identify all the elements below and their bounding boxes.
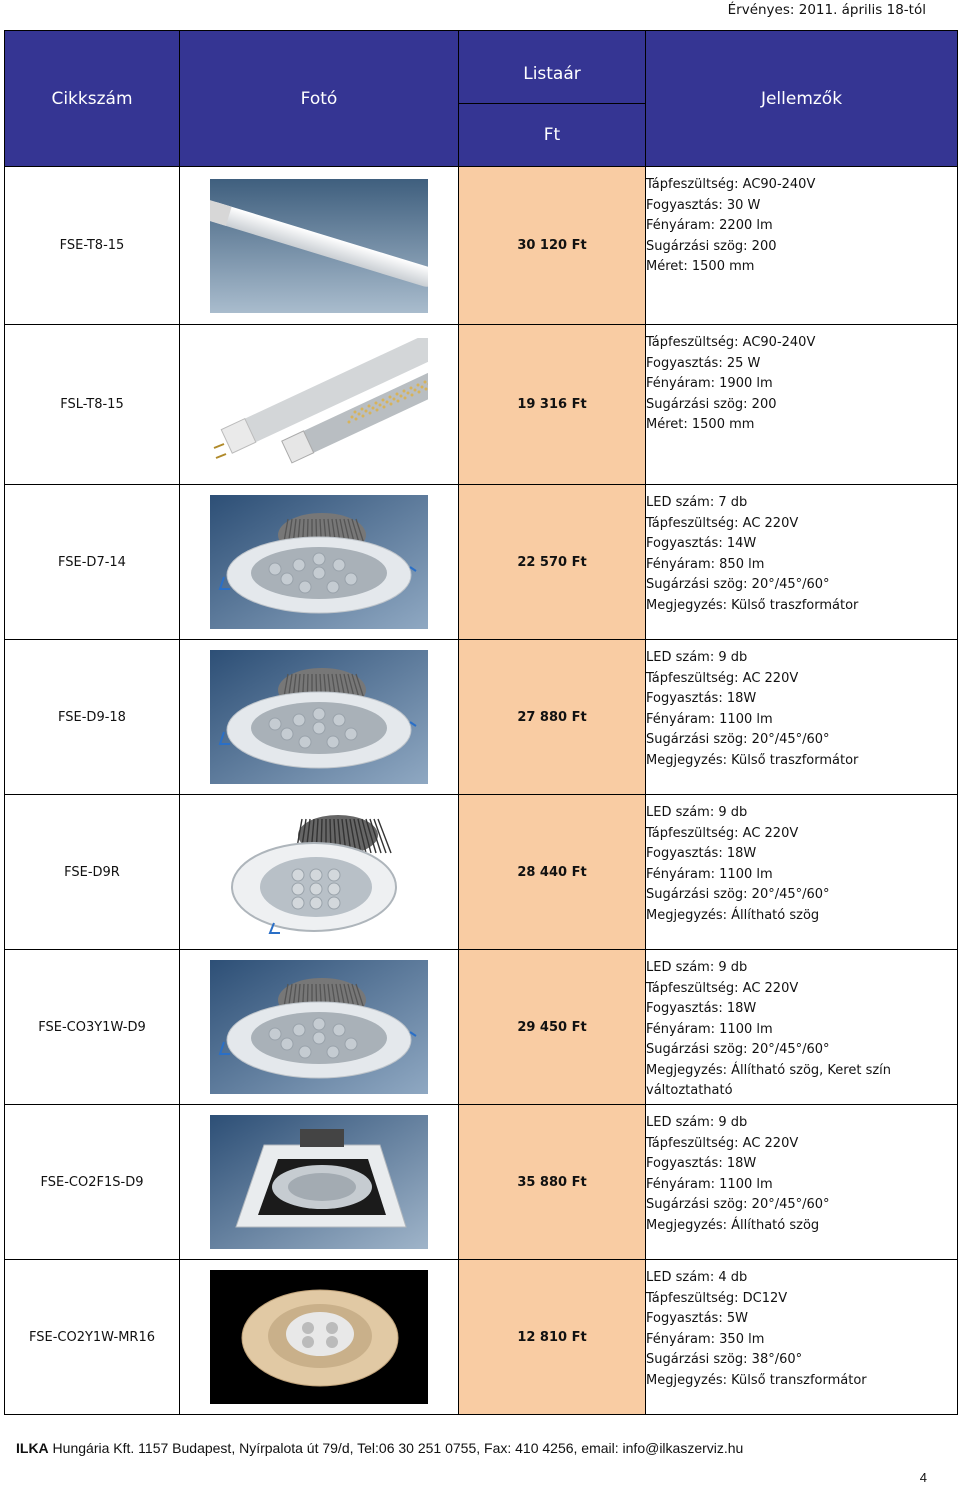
feature-line: Sugárzási szög: 38°/60° — [646, 1352, 803, 1367]
table-row — [5, 950, 958, 1105]
feature-line: Fogyasztás: 5W — [646, 1311, 748, 1326]
feature-line: Tápfeszültség: AC 220V — [646, 825, 799, 841]
product-price: 30 120 Ft — [459, 167, 646, 325]
feature-line: Sugárzási szög: 200 — [646, 238, 777, 254]
feature-line: Tápfeszültség: DC12V — [646, 1290, 788, 1306]
led-tube-clear-image — [210, 338, 428, 472]
product-code: FSE-D9R — [5, 795, 180, 950]
led-downlight-round-image — [210, 650, 428, 784]
product-code: FSE-CO3Y1W-D9 — [5, 950, 180, 1105]
product-code: FSE-CO2Y1W-MR16 — [5, 1260, 180, 1415]
product-features — [646, 167, 958, 325]
feature-line: Fogyasztás: 14W — [646, 536, 757, 551]
led-downlight-tilted-image — [210, 805, 428, 939]
led-tube-frosted-image — [210, 179, 428, 313]
header-photo: Fotó — [180, 31, 459, 167]
feature-line: Fényáram: 1100 lm — [646, 1021, 773, 1037]
footer-company — [16, 1440, 743, 1456]
product-photo-cell — [180, 1105, 459, 1260]
product-code: FSE-CO2F1S-D9 — [5, 1105, 180, 1260]
feature-line: Megjegyzés: Külső transzformátor — [646, 1372, 867, 1388]
product-code: FSL-T8-15 — [5, 325, 180, 485]
header-features: Jellemzők — [646, 31, 958, 167]
product-photo-cell — [180, 640, 459, 795]
feature-line: Megjegyzés: Külső traszformátor — [646, 597, 859, 613]
feature-line: Fogyasztás: 30 W — [646, 197, 761, 213]
validity-date: Érvényes: 2011. április 18-tól — [727, 2, 926, 18]
feature-line: LED szám: 7 db — [646, 495, 748, 510]
page-number: 4 — [919, 1470, 927, 1485]
feature-line: Sugárzási szög: 20°/45°/60° — [646, 1197, 830, 1212]
feature-line: Fogyasztás: 18W — [646, 1001, 757, 1016]
feature-line: Megjegyzés: Állítható szög — [646, 907, 820, 923]
feature-line: Megjegyzés: Állítható szög, Keret szín — [646, 1062, 892, 1078]
feature-line: Tápfeszültség: AC90-240V — [646, 335, 816, 350]
product-features — [646, 485, 958, 640]
feature-line: Méret: 1500 mm — [646, 417, 755, 432]
product-price: 28 440 Ft — [459, 795, 646, 950]
feature-line: LED szám: 9 db — [646, 650, 748, 665]
header-price-bottom: Ft — [459, 104, 646, 167]
product-code: FSE-D9-18 — [5, 640, 180, 795]
feature-line: Sugárzási szög: 20°/45°/60° — [646, 732, 830, 747]
product-features — [646, 325, 958, 485]
feature-line: Fogyasztás: 25 W — [646, 355, 761, 371]
product-photo-cell — [180, 950, 459, 1105]
product-code: FSE-D7-14 — [5, 485, 180, 640]
led-downlight-round-image — [210, 495, 428, 629]
product-price: 27 880 Ft — [459, 640, 646, 795]
product-features — [646, 1105, 958, 1260]
feature-line: LED szám: 9 db — [646, 805, 748, 820]
header-price-top: Listaár — [459, 31, 646, 104]
product-price: 29 450 Ft — [459, 950, 646, 1105]
table-row — [5, 485, 958, 640]
product-photo-cell — [180, 167, 459, 325]
product-features — [646, 640, 958, 795]
feature-line: Fényáram: 2200 lm — [646, 218, 773, 233]
price-list-table — [4, 30, 958, 1415]
feature-line: Méret: 1500 mm — [646, 259, 755, 274]
product-photo-cell — [180, 1260, 459, 1415]
product-price: 12 810 Ft — [459, 1260, 646, 1415]
feature-line: Fogyasztás: 18W — [646, 846, 757, 861]
led-downlight-square-image — [210, 1115, 428, 1249]
feature-line: Fogyasztás: 18W — [646, 691, 757, 706]
feature-line: Sugárzási szög: 200 — [646, 396, 777, 412]
table-row — [5, 795, 958, 950]
feature-line: Tápfeszültség: AC 220V — [646, 1135, 799, 1151]
feature-line: Fényáram: 1100 lm — [646, 711, 773, 727]
feature-line: Tápfeszültség: AC 220V — [646, 515, 799, 531]
led-downlight-round-image — [210, 960, 428, 1094]
footer-company-rest: Hungária Kft. 1157 Budapest, Nyírpalota út 79/d, Tel:06 30 251 0755, Fax: 410 4256, email: info@ilkaszerviz.hu — [48, 1440, 744, 1456]
product-photo-cell — [180, 325, 459, 485]
product-features — [646, 950, 958, 1105]
feature-line: változtatható — [646, 1083, 733, 1098]
led-spot-mr16-image — [210, 1270, 428, 1404]
feature-line: Megjegyzés: Állítható szög — [646, 1217, 820, 1233]
table-row — [5, 1260, 958, 1415]
table-row — [5, 325, 958, 485]
feature-line: Tápfeszültség: AC 220V — [646, 980, 799, 996]
feature-line: Fényáram: 850 lm — [646, 556, 765, 572]
product-price: 22 570 Ft — [459, 485, 646, 640]
feature-line: Fényáram: 350 lm — [646, 1331, 765, 1347]
feature-line: LED szám: 4 db — [646, 1270, 748, 1285]
feature-line: Fényáram: 1900 lm — [646, 376, 773, 391]
product-features — [646, 795, 958, 950]
feature-line: Sugárzási szög: 20°/45°/60° — [646, 887, 830, 902]
feature-line: Tápfeszültség: AC 220V — [646, 670, 799, 686]
table-row — [5, 640, 958, 795]
product-photo-cell — [180, 485, 459, 640]
product-features — [646, 1260, 958, 1415]
table-row — [5, 1105, 958, 1260]
product-price: 19 316 Ft — [459, 325, 646, 485]
feature-line: Sugárzási szög: 20°/45°/60° — [646, 1042, 830, 1057]
table-row — [5, 167, 958, 325]
feature-line: Fényáram: 1100 lm — [646, 1176, 773, 1192]
product-code: FSE-T8-15 — [5, 167, 180, 325]
feature-line: LED szám: 9 db — [646, 1115, 748, 1130]
footer-company-bold: ILKA — [16, 1440, 49, 1456]
product-photo-cell — [180, 795, 459, 950]
header-code: Cikkszám — [5, 31, 180, 167]
product-price: 35 880 Ft — [459, 1105, 646, 1260]
feature-line: Fényáram: 1100 lm — [646, 866, 773, 882]
feature-line: Tápfeszültség: AC90-240V — [646, 177, 816, 192]
feature-line: Sugárzási szög: 20°/45°/60° — [646, 577, 830, 592]
product-rows — [5, 167, 958, 1415]
feature-line: Fogyasztás: 18W — [646, 1156, 757, 1171]
feature-line: Megjegyzés: Külső traszformátor — [646, 752, 859, 768]
feature-line: LED szám: 9 db — [646, 960, 748, 975]
